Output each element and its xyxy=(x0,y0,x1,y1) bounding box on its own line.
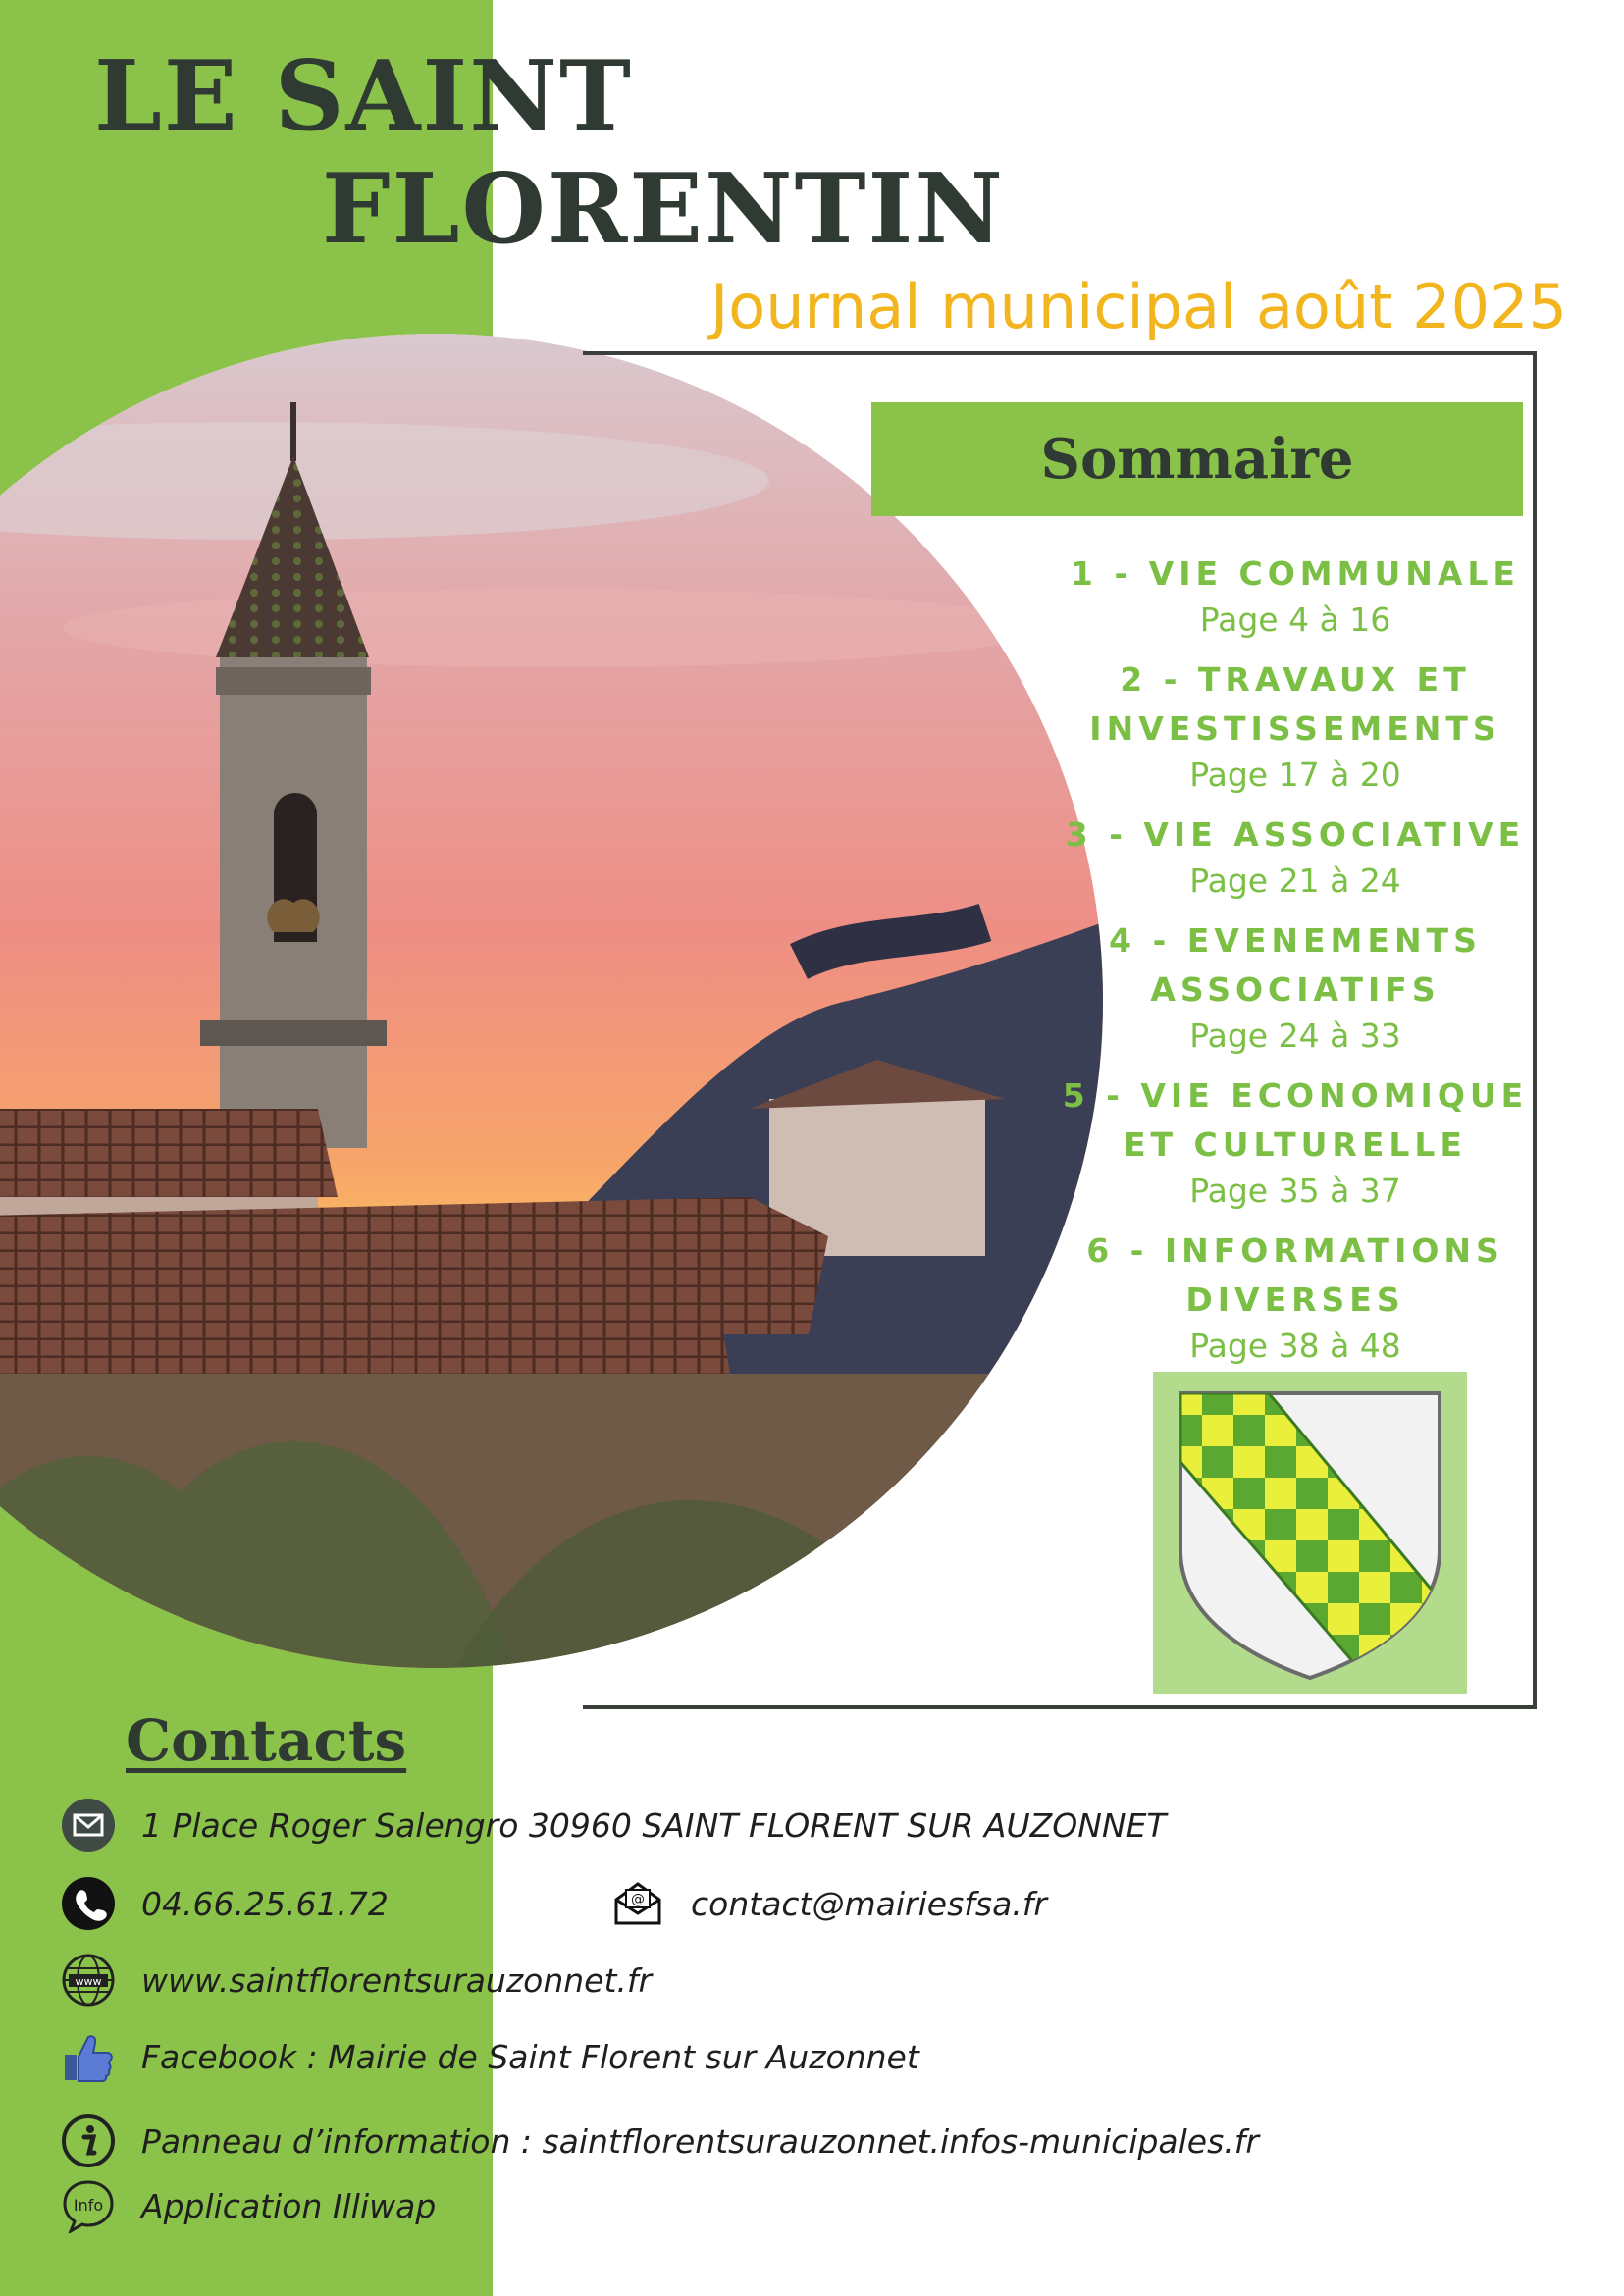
contact-email xyxy=(610,1876,1047,1931)
contact-panneau xyxy=(61,2113,1259,2168)
contact-facebook xyxy=(61,2029,919,2084)
toc-item-3[interactable] xyxy=(1030,810,1560,903)
facebook-text[interactable]: Facebook : Mairie de Saint Florent sur Auzonnet xyxy=(141,2037,919,2076)
toc-pages: Page 21 à 24 xyxy=(1189,861,1401,900)
toc-title: 3 - VIE ASSOCIATIVE xyxy=(1065,815,1526,854)
shield-crest-icon xyxy=(1171,1383,1449,1682)
contact-app xyxy=(61,2178,436,2233)
info-bubble-icon xyxy=(61,2178,116,2233)
toc-item-4[interactable] xyxy=(1030,916,1560,1058)
toc-pages: Page 24 à 33 xyxy=(1189,1017,1401,1055)
sommaire-header xyxy=(871,402,1523,516)
globe-www-icon xyxy=(61,1953,116,2008)
panneau-text[interactable]: Panneau d’information : saintflorentsurauzonnet.infos-municipales.fr xyxy=(141,2121,1259,2161)
address-text: 1 Place Roger Salengro 30960 SAINT FLORENT SUR AUZONNET xyxy=(141,1805,1167,1845)
coat-of-arms xyxy=(1153,1372,1467,1694)
email-text[interactable]: contact@mairiesfsa.fr xyxy=(691,1884,1047,1923)
title-line-2: FLORENTIN xyxy=(322,153,1005,266)
toc-title: 5 - VIE ECONOMIQUE ET CULTURELLE xyxy=(1062,1076,1529,1164)
phone-icon xyxy=(61,1876,116,1931)
thumbs-up-icon xyxy=(61,2029,116,2084)
toc-pages: Page 35 à 37 xyxy=(1189,1172,1401,1210)
svg-text:Info: Info xyxy=(73,2196,104,2215)
sommaire-heading: Sommaire xyxy=(1040,427,1354,492)
toc-title: 6 - INFORMATIONS DIVERSES xyxy=(1086,1231,1504,1319)
app-text: Application Illiwap xyxy=(141,2186,437,2225)
toc-item-5[interactable] xyxy=(1030,1071,1560,1213)
toc-title: 1 - VIE COMMUNALE xyxy=(1071,554,1520,593)
title-line-1: LE SAINT xyxy=(94,40,633,153)
svg-text:www: www xyxy=(75,1975,102,1988)
toc-item-6[interactable] xyxy=(1030,1226,1560,1368)
contact-address xyxy=(61,1798,1167,1852)
mail-envelope-icon xyxy=(61,1798,116,1852)
contact-website xyxy=(61,1953,652,2008)
toc-pages: Page 4 à 16 xyxy=(1199,600,1391,639)
svg-text:@: @ xyxy=(631,1892,645,1907)
phone-text: 04.66.25.61.72 xyxy=(141,1884,389,1923)
toc-pages: Page 17 à 20 xyxy=(1189,756,1401,794)
info-icon xyxy=(61,2113,116,2168)
toc-item-2[interactable] xyxy=(1030,655,1560,797)
website-text[interactable]: www.saintflorentsurauzonnet.fr xyxy=(141,1960,653,2000)
contact-phone xyxy=(61,1876,389,1931)
toc-pages: Page 38 à 48 xyxy=(1189,1327,1401,1365)
contacts-heading: Contacts xyxy=(126,1707,407,1774)
subtitle: Journal municipal août 2025 xyxy=(710,271,1567,342)
toc-title: 4 - EVENEMENTS ASSOCIATIFS xyxy=(1109,921,1482,1009)
toc-item-1[interactable] xyxy=(1030,549,1560,642)
toc-title: 2 - TRAVAUX ET INVESTISSEMENTS xyxy=(1089,660,1501,748)
table-of-contents xyxy=(1030,549,1560,1382)
email-open-icon xyxy=(610,1876,665,1931)
